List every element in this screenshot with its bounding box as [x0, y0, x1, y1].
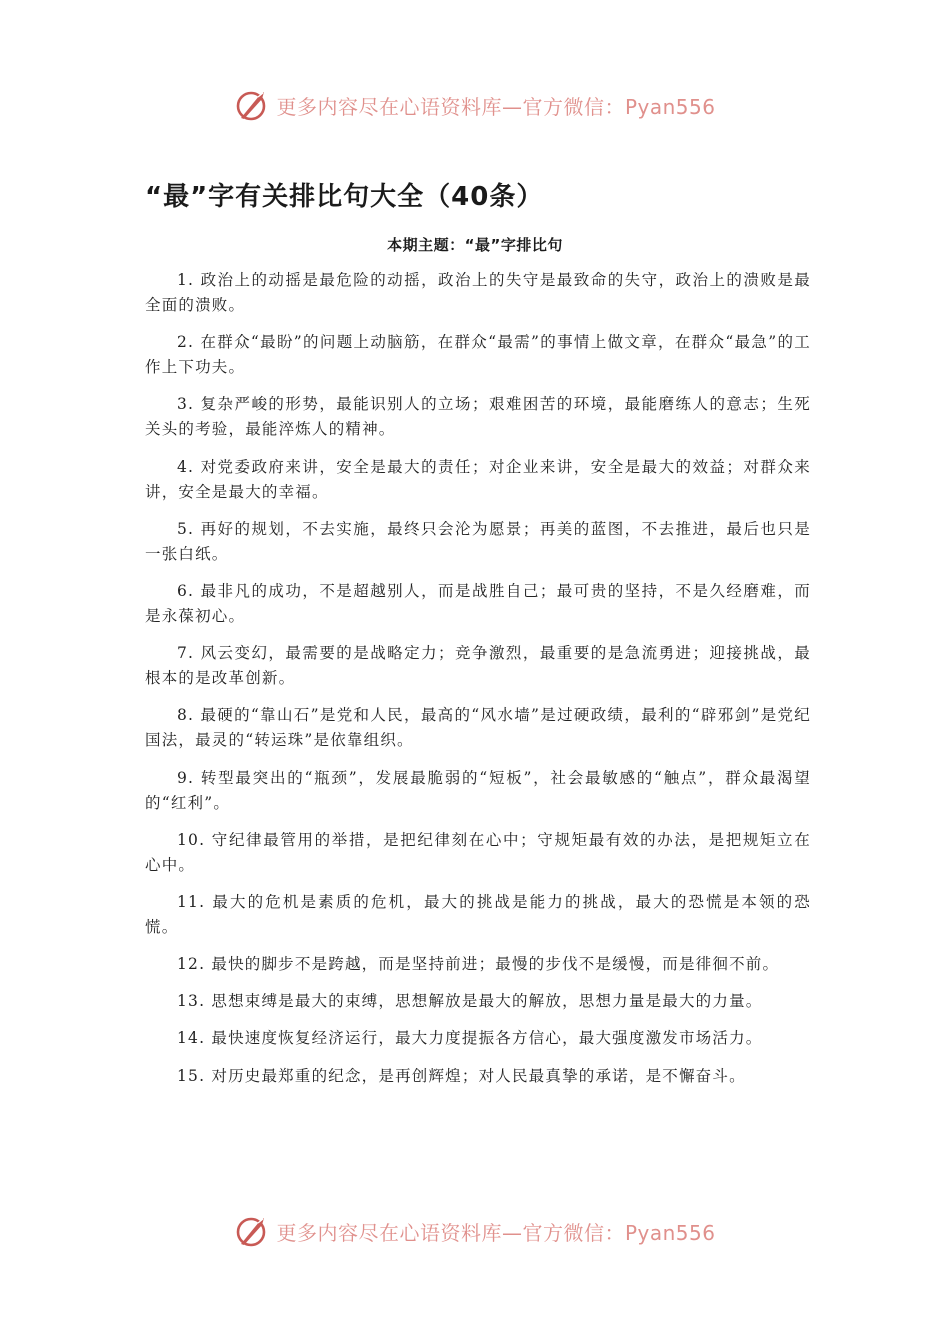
- list-item: 12. 最快的脚步不是跨越，而是坚持前进；最慢的步伐不是缓慢，而是徘徊不前。: [177, 955, 780, 974]
- list-item: 8. 最硬的“靠山石”是党和人民，最高的“风水墙”是过硬政绩，最利的“辟邪剑”是党纪国法，最灵的“转运珠”是依靠组织。: [145, 706, 811, 750]
- pen-in-circle-icon: [234, 87, 270, 123]
- list-item: 10. 守纪律最管用的举措，是把纪律刻在心中；守规矩最有效的办法，是把规矩立在心中。: [145, 830, 811, 874]
- footer-banner-text: 更多内容尽在心语资料库—官方微信：Pyan556: [276, 1220, 716, 1245]
- header-banner-text: 更多内容尽在心语资料库—官方微信：Pyan556: [276, 94, 716, 119]
- list-item: 9. 转型最突出的“瓶颈”，发展最脆弱的“短板”，社会最敏感的“触点”，群众最渴望的“红利”。: [145, 768, 811, 812]
- list-item: 14. 最快速度恢复经济运行，最大力度提振各方信心，最大强度激发市场活力。: [177, 1029, 763, 1048]
- list-item: 4. 对党委政府来讲，安全是最大的责任；对企业来讲，安全是最大的效益；对群众来讲，安全是最大的幸福。: [145, 457, 811, 501]
- header-banner: [0, 85, 950, 125]
- list-item: 13. 思想束缚是最大的束缚，思想解放是最大的解放，思想力量是最大的力量。: [177, 992, 763, 1011]
- sentence-list: [145, 268, 811, 1101]
- list-item: 1. 政治上的动摇是最危险的动摇，政治上的失守是最致命的失守，政治上的溃败是最全面的溃败。: [145, 271, 811, 314]
- list-item: 7. 风云变幻，最需要的是战略定力；竞争激烈，最重要的是急流勇进；迎接挑战，最根本的是改革创新。: [145, 644, 811, 688]
- footer-banner: [0, 1211, 950, 1251]
- list-item: 5. 再好的规划，不去实施，最终只会沦为愿景；再美的蓝图，不去推进，最后也只是一张白纸。: [145, 519, 811, 563]
- list-item: 6. 最非凡的成功，不是超越别人，而是战胜自己；最可贵的坚持，不是久经磨难，而是永葆初心。: [145, 581, 811, 625]
- document-subtitle: 本期主题：“最”字排比句: [387, 236, 563, 254]
- pen-in-circle-icon: [234, 1213, 270, 1249]
- list-item: 2. 在群众“最盼”的问题上动脑筋，在群众“最需”的事情上做文章，在群众“最急”的工作上下功夫。: [145, 333, 811, 377]
- list-item: 15. 对历史最郑重的纪念，是再创辉煌；对人民最真挚的承诺，是不懈奋斗。: [177, 1066, 746, 1085]
- list-item: 3. 复杂严峻的形势，最能识别人的立场；艰难困苦的环境，最能磨练人的意志；生死关头的考验，最能淬炼人的精神。: [145, 395, 811, 439]
- list-item: 11. 最大的危机是素质的危机，最大的挑战是能力的挑战，最大的恐慌是本领的恐慌。: [145, 892, 811, 936]
- document-title: “最”字有关排比句大全（40条）: [145, 182, 544, 212]
